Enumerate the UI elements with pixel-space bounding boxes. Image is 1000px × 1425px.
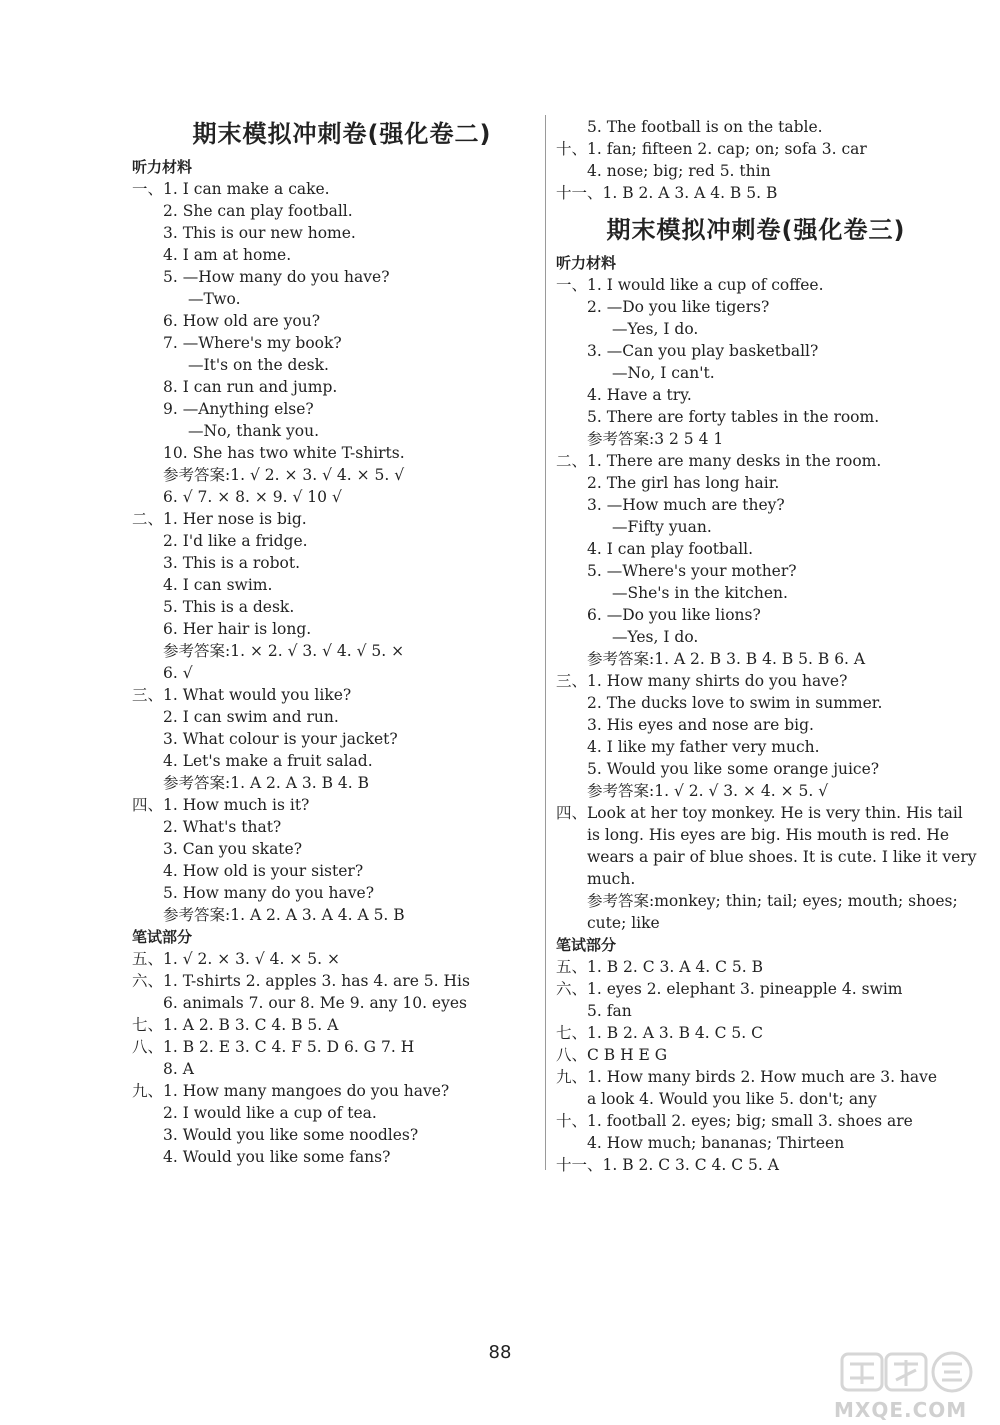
text-line: 四、Look at her toy monkey. He is very thin. His tail [556,804,963,822]
text-line: 10. She has two white T-shirts. [163,444,405,462]
listening-lines [132,178,532,926]
text-line: 九、1. How many birds 2. How much are 3. have [556,1068,938,1086]
right-column [556,116,976,1176]
text-line: 3. Would you like some noodles? [163,1126,419,1144]
written-lines [132,948,532,1168]
text-line: 4. I like my father very much. [587,738,820,756]
text-line: 6. How old are you? [163,312,321,330]
exam-title-2: 期末模拟冲刺卷(强化卷二) [192,120,492,148]
listening-lines [556,274,976,934]
text-line: a look 4. Would you like 5. don't; any [587,1090,877,1108]
text-line: cute; like [587,914,660,932]
text-line: 二、1. There are many desks in the room. [556,452,882,470]
text-line: 十、1. football 2. eyes; big; small 3. shoes are [556,1112,913,1130]
watermark-text: MXQE.COM [834,1398,968,1422]
text-line: 3. His eyes and nose are big. [587,716,814,734]
text-line: 3. What colour is your jacket? [163,730,398,748]
listening-heading: 听力材料 [132,158,193,176]
text-line: 3. Can you skate? [163,840,303,858]
text-line: 4. I can swim. [163,576,273,594]
text-line: 6. —Do you like lions? [587,606,761,624]
text-line: 2. I can swim and run. [163,708,339,726]
text-line: 5. fan [587,1002,632,1020]
text-line: 6. animals 7. our 8. Me 9. any 10. eyes [163,994,467,1012]
text-line: 8. I can run and jump. [163,378,338,396]
text-line: 4. I am at home. [163,246,292,264]
left-column [132,112,532,1168]
text-line: 6. √ 7. × 8. × 9. √ 10 √ [163,488,342,506]
text-line: —No, I can't. [612,364,715,382]
text-line: 六、1. eyes 2. elephant 3. pineapple 4. swim [556,980,903,998]
text-line: 3. This is a robot. [163,554,301,572]
text-line: 三、1. How many shirts do you have? [556,672,848,690]
text-line: 六、1. T-shirts 2. apples 3. has 4. are 5. His [132,972,470,990]
text-line: 七、1. A 2. B 3. C 4. B 5. A [132,1016,339,1034]
text-line: 9. —Anything else? [163,400,314,418]
text-line: —Fifty yuan. [612,518,712,536]
text-line: 八、1. B 2. E 3. C 4. F 5. D 6. G 7. H [132,1038,415,1056]
text-line: 九、1. How many mangoes do you have? [132,1082,450,1100]
text-line: —Yes, I do. [612,628,699,646]
text-line: 3. —How much are they? [587,496,785,514]
text-line: 4. Would you like some fans? [163,1148,391,1166]
text-line: 参考答案:1. A 2. B 3. B 4. B 5. B 6. A [587,650,866,668]
column-divider [545,115,546,1170]
text-line: 4. Have a try. [587,386,692,404]
text-line: 5. This is a desk. [163,598,295,616]
text-line: 五、1. B 2. C 3. A 4. C 5. B [556,958,763,976]
text-line: 七、1. B 2. A 3. B 4. C 5. C [556,1024,763,1042]
text-line: —It's on the desk. [188,356,329,374]
text-line: 3. This is our new home. [163,224,356,242]
text-line: 4. Let's make a fruit salad. [163,752,373,770]
text-line: 2. The ducks love to swim in summer. [587,694,883,712]
text-line: 5. There are forty tables in the room. [587,408,880,426]
text-line: 四、1. How much is it? [132,796,310,814]
text-line: 2. —Do you like tigers? [587,298,770,316]
text-line: 3. —Can you play basketball? [587,342,819,360]
text-line: 5. —How many do you have? [163,268,390,286]
text-line: 4. How old is your sister? [163,862,364,880]
text-line: —Yes, I do. [612,320,699,338]
text-line: 2. She can play football. [163,202,353,220]
text-line: 参考答案:monkey; thin; tail; eyes; mouth; shoes; [587,892,958,910]
text-line: 2. The girl has long hair. [587,474,780,492]
text-line: 4. How much; bananas; Thirteen [587,1134,845,1152]
text-line: much. [587,870,636,888]
text-line: 十、1. fan; fifteen 2. cap; on; sofa 3. car [556,140,867,158]
text-line: 5. The football is on the table. [587,118,823,136]
text-line: —Two. [188,290,241,308]
text-line: 6. Her hair is long. [163,620,312,638]
text-line: 4. nose; big; red 5. thin [587,162,771,180]
text-line: 参考答案:1. A 2. A 3. B 4. B [163,774,370,792]
text-line: 三、1. What would you like? [132,686,352,704]
text-line: 参考答案:3 2 5 4 1 [587,430,724,448]
text-line: 7. —Where's my book? [163,334,342,352]
text-line: 十一、1. B 2. A 3. A 4. B 5. B [556,184,778,202]
text-line: 8. A [163,1060,194,1078]
page-number: 88 [488,1342,512,1363]
text-line: —No, thank you. [188,422,320,440]
text-line: 五、1. √ 2. × 3. √ 4. × 5. × [132,950,341,968]
text-line: 2. I'd like a fridge. [163,532,308,550]
text-line: 5. Would you like some orange juice? [587,760,880,778]
exam-title-3: 期末模拟冲刺卷(强化卷三) [606,216,906,244]
text-line: 参考答案:1. × 2. √ 3. √ 4. √ 5. × [163,642,405,660]
text-line: 5. —Where's your mother? [587,562,797,580]
text-line: 6. √ [163,664,193,682]
text-line: 一、1. I would like a cup of coffee. [556,276,824,294]
text-line: 参考答案:1. √ 2. √ 3. × 4. × 5. √ [587,782,829,800]
text-line: —She's in the kitchen. [612,584,788,602]
continued-lines [556,116,976,204]
text-line: wears a pair of blue shoes. It is cute. I like it very [587,848,977,866]
text-line: 2. What's that? [163,818,282,836]
text-line: 参考答案:1. √ 2. × 3. √ 4. × 5. √ [163,466,405,484]
written-heading: 笔试部分 [132,928,193,946]
text-line: 八、C B H E G [556,1046,668,1064]
text-line: is long. His eyes are big. His mouth is red. He [587,826,950,844]
written-heading: 笔试部分 [556,936,617,954]
text-line: 十一、1. B 2. C 3. C 4. C 5. A [556,1156,779,1174]
text-line: 参考答案:1. A 2. A 3. A 4. A 5. B [163,906,405,924]
text-line: 4. I can play football. [587,540,754,558]
text-line: 5. How many do you have? [163,884,375,902]
written-lines [556,956,976,1176]
text-line: 二、1. Her nose is big. [132,510,307,528]
text-line: 一、1. I can make a cake. [132,180,330,198]
listening-heading: 听力材料 [556,254,617,272]
text-line: 2. I would like a cup of tea. [163,1104,377,1122]
